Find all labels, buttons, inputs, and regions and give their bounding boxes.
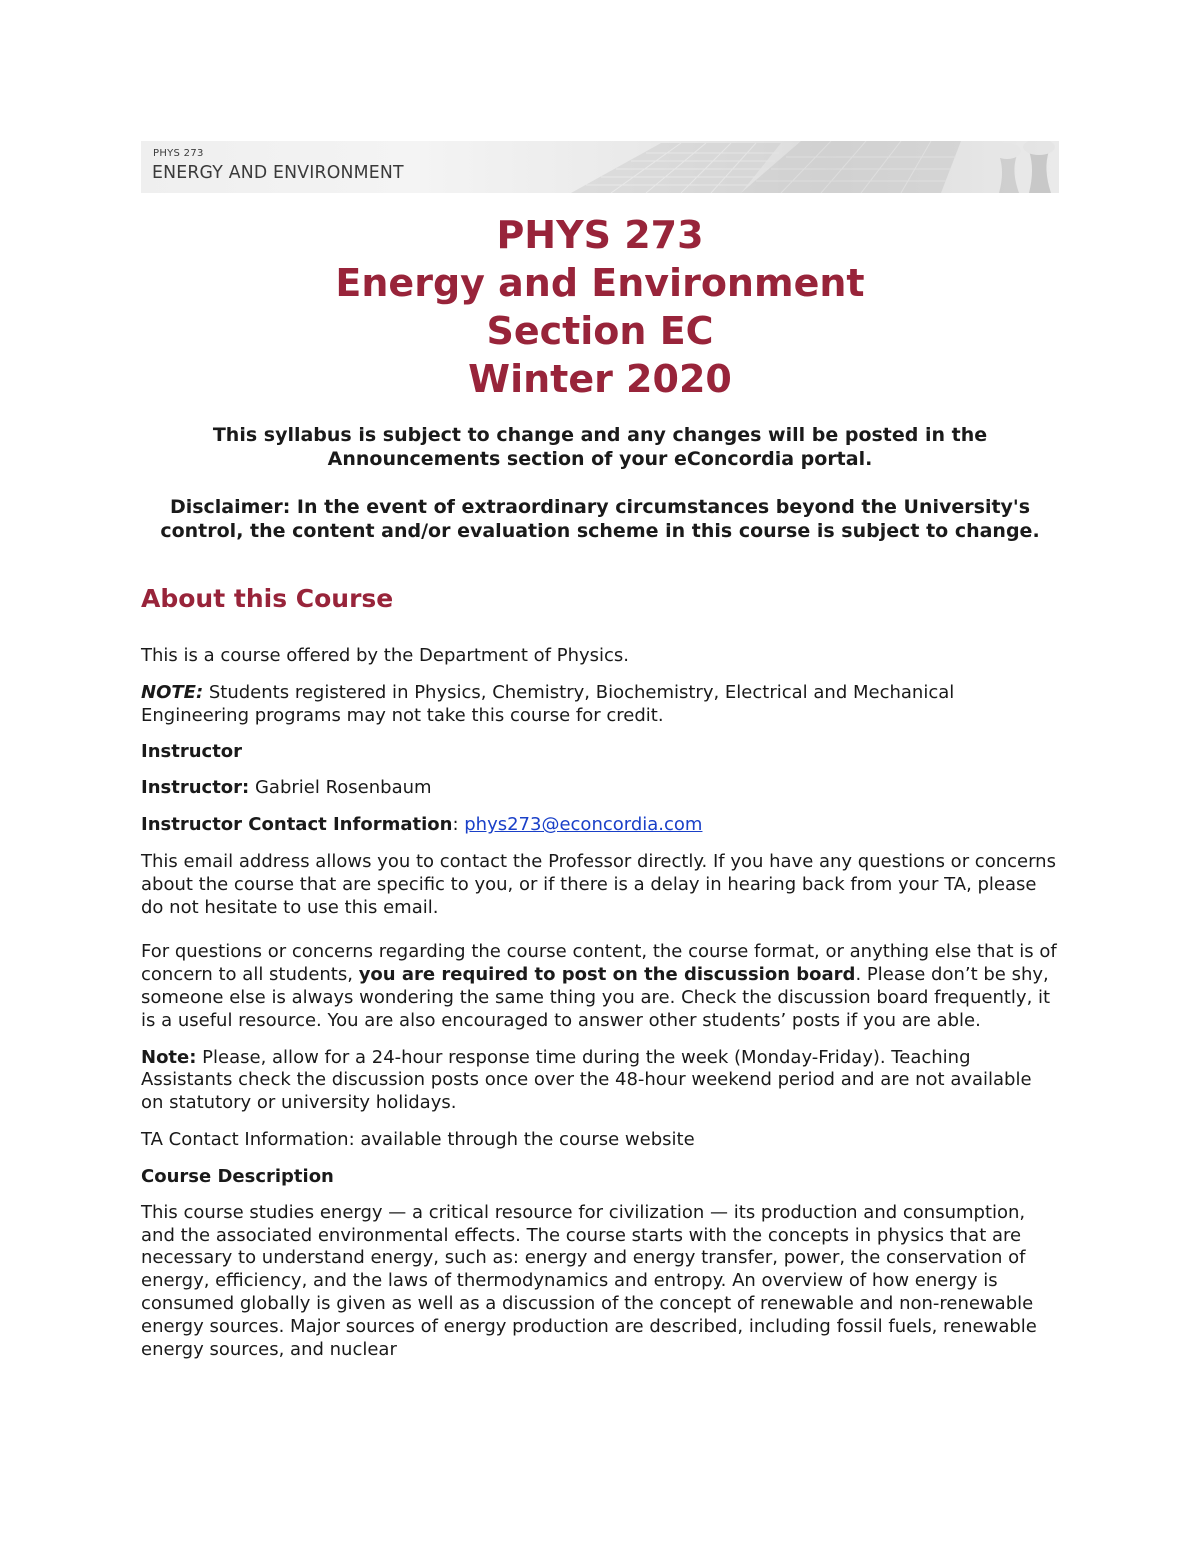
section-heading: Section EC <box>486 309 714 353</box>
email-description-text: This email address allows you to contact the Professor directly. If you have any questions or concerns about the course that are specific to you, or if there is a delay in hearing back from your TA, please do not hesitate to use this email. <box>141 850 1056 918</box>
course-code-heading: PHYS 273 <box>496 213 704 257</box>
disclaimer-notice: Disclaimer: In the event of extraordinary circumstances beyond the University's control, the content and/or evaluation scheme in this course is subject to change. <box>160 496 1040 542</box>
instructor-name-label: Instructor: <box>141 777 250 799</box>
about-note-text: Students registered in Physics, Chemistry, Biochemistry, Electrical and Mechanical Engineering programs may not take this course for credit. <box>141 681 955 726</box>
term-heading: Winter 2020 <box>468 357 732 401</box>
course-name-heading: Energy and Environment <box>335 261 865 305</box>
banner-course-code: PHYS 273 <box>153 148 204 159</box>
course-banner <box>141 141 1059 193</box>
ta-contact-text: TA Contact Information: available through the course website <box>141 1128 695 1150</box>
discussion-text-before: For questions or concerns regarding the course content, the course format, or anything else that is of concern to all students, <box>141 941 1057 986</box>
response-note-text: Please, allow for a 24-hour response time during the week (Monday-Friday). Teaching Assistants check the discussion posts once over the 48-hour weekend period and are not available on statutory or university holidays. <box>141 1046 1032 1114</box>
instructor-email-link[interactable]: phys273@econcordia.com <box>464 814 703 836</box>
instructor-contact-label: Instructor Contact Information <box>141 814 453 836</box>
about-note-paragraph <box>141 682 1059 728</box>
about-note-label: NOTE: <box>141 681 204 703</box>
discussion-board-paragraph <box>141 941 1059 1032</box>
about-intro-text: This is a course offered by the Department of Physics. <box>141 645 630 666</box>
instructor-name: Gabriel Rosenbaum <box>249 777 432 799</box>
syllabus-change-notice: This syllabus is subject to change and any changes will be posted in the Announcements section of your eConcordia portal. <box>212 424 988 470</box>
syllabus-page <box>141 141 1059 1361</box>
instructor-heading: Instructor <box>141 741 243 763</box>
about-course-heading: About this Course <box>141 584 394 613</box>
course-description-text: This course studies energy — a critical resource for civilization — its production and consumption, and the associated environmental effects. The course starts with the concepts in physics that are necessary to understand energy, such as: energy and energy transfer, power, the conservation of energy, efficiency, and the laws of thermodynamics and entropy. An overview of how energy is consumed globally is given as well as a discussion of the concept of renewable and non-renewable energy sources. Major sources of energy production are described, including fossil fuels, renewable energy sources, and nuclear <box>141 1201 1037 1360</box>
instructor-contact-paragraph <box>141 814 1059 837</box>
banner-course-title: ENERGY AND ENVIRONMENT <box>152 162 404 183</box>
course-description-heading: Course Description <box>141 1165 334 1187</box>
response-note-label: Note: <box>141 1046 197 1068</box>
response-time-note-paragraph <box>141 1047 1059 1115</box>
course-title-block <box>141 211 1059 403</box>
instructor-contact-separator: : <box>452 814 465 836</box>
instructor-name-paragraph <box>141 777 1059 800</box>
discussion-required-text: you are required to post on the discussion board <box>358 964 856 986</box>
discussion-text-after: . Please don’t be shy, someone else is always wondering the same thing you are. Check the discussion board frequently, it is a useful resource. You are also encouraged to answer other students’ posts if you are able. <box>141 964 1051 1031</box>
